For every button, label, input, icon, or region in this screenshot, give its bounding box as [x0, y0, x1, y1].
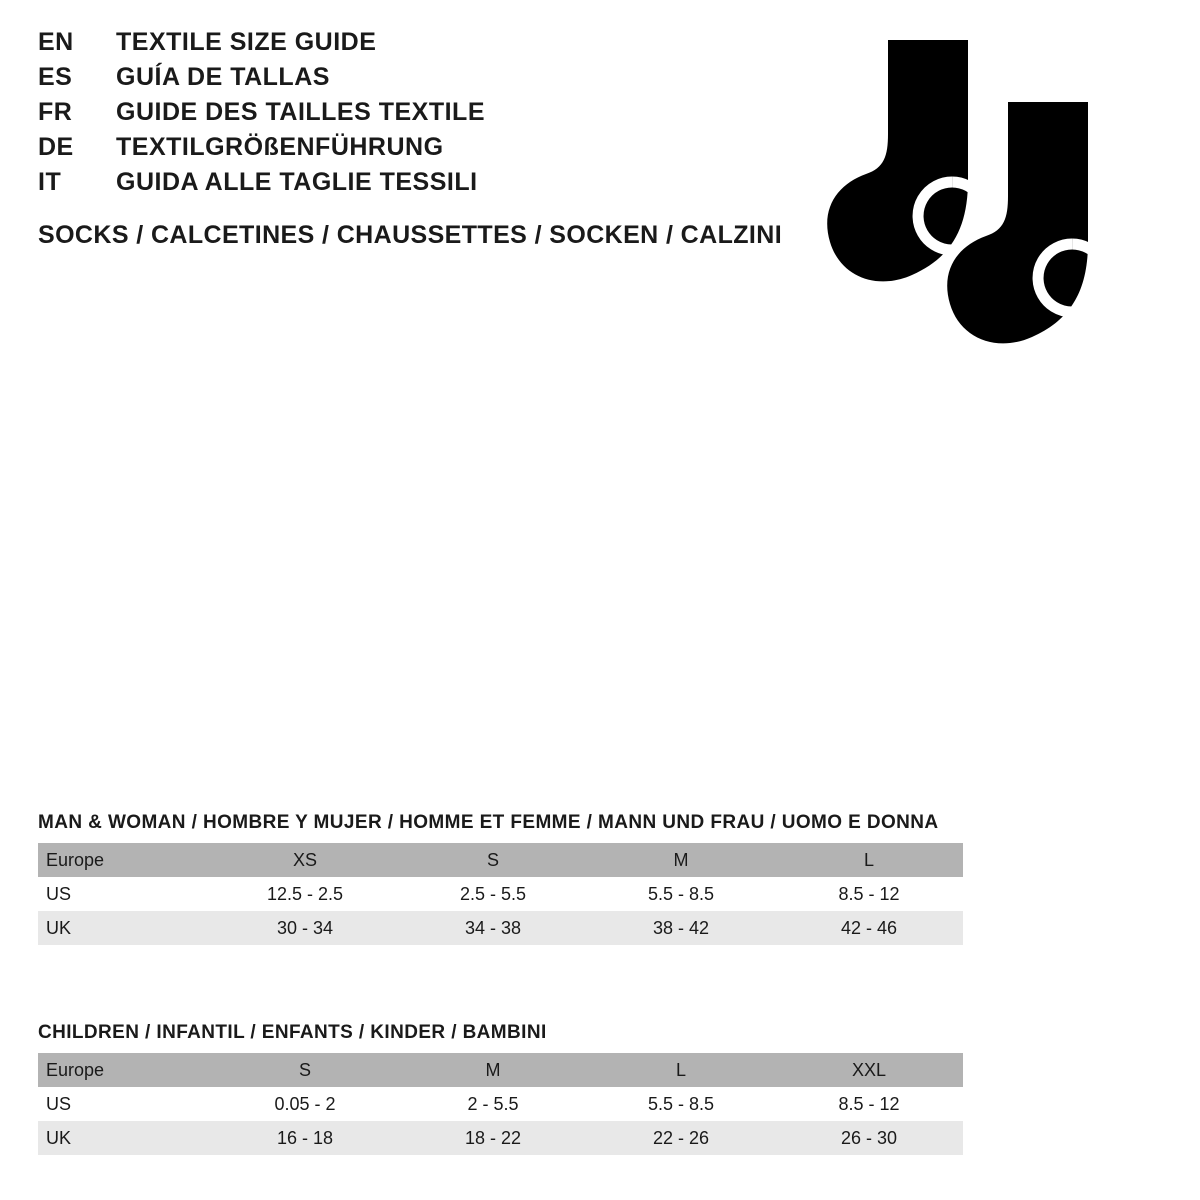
language-title: TEXTILE SIZE GUIDE	[116, 28, 377, 56]
language-code: DE	[38, 133, 74, 161]
sock-front	[947, 102, 1106, 343]
table-row	[38, 877, 963, 911]
size-section-children	[38, 1022, 963, 1155]
size-table-man-woman	[38, 843, 963, 945]
row-label: UK	[38, 1121, 211, 1155]
row-value: 2.5 - 5.5	[399, 877, 587, 911]
language-row-es	[38, 63, 758, 92]
row-label: US	[38, 1087, 211, 1121]
table-row	[38, 1053, 963, 1087]
row-value: 8.5 - 12	[775, 1087, 963, 1121]
language-code: IT	[38, 168, 62, 196]
row-value: S	[399, 843, 587, 877]
language-row-it	[38, 168, 758, 197]
row-value: 18 - 22	[399, 1121, 587, 1155]
row-value: 0.05 - 2	[211, 1087, 399, 1121]
row-value: 5.5 - 8.5	[587, 877, 775, 911]
row-label: Europe	[38, 1053, 211, 1087]
size-guide-header	[38, 28, 783, 250]
row-value: 38 - 42	[587, 911, 775, 945]
row-value: L	[587, 1053, 775, 1087]
row-value: 26 - 30	[775, 1121, 963, 1155]
table-row	[38, 1121, 963, 1155]
product-category-title: SOCKS / CALCETINES / CHAUSSETTES / SOCKEN / CALZINI	[38, 221, 783, 249]
language-code: EN	[38, 28, 74, 56]
language-title: GUIDA ALLE TAGLIE TESSILI	[116, 168, 478, 196]
row-value: L	[775, 843, 963, 877]
row-value: S	[211, 1053, 399, 1087]
table-row	[38, 843, 963, 877]
row-value: 5.5 - 8.5	[587, 1087, 775, 1121]
sock-back	[827, 40, 986, 281]
language-row-en	[38, 28, 758, 57]
row-value: 34 - 38	[399, 911, 587, 945]
row-value: 42 - 46	[775, 911, 963, 945]
language-row-fr	[38, 98, 758, 127]
row-value: 22 - 26	[587, 1121, 775, 1155]
language-row-de	[38, 133, 758, 162]
row-label: UK	[38, 911, 211, 945]
socks-illustration	[800, 30, 1140, 360]
language-title: GUIDE DES TAILLES TEXTILE	[116, 98, 486, 126]
row-value: 30 - 34	[211, 911, 399, 945]
table-row	[38, 1087, 963, 1121]
row-value: XS	[211, 843, 399, 877]
row-value: M	[587, 843, 775, 877]
language-code: ES	[38, 63, 73, 91]
row-value: 2 - 5.5	[399, 1087, 587, 1121]
row-value: XXL	[775, 1053, 963, 1087]
row-label: US	[38, 877, 211, 911]
row-label: Europe	[38, 843, 211, 877]
section-title: CHILDREN / INFANTIL / ENFANTS / KINDER / BAMBINI	[38, 1022, 547, 1043]
language-code: FR	[38, 98, 73, 126]
row-value: 12.5 - 2.5	[211, 877, 399, 911]
row-value: 16 - 18	[211, 1121, 399, 1155]
row-value: M	[399, 1053, 587, 1087]
language-title: GUÍA DE TALLAS	[116, 63, 330, 91]
size-table-children	[38, 1053, 963, 1155]
section-title: MAN & WOMAN / HOMBRE Y MUJER / HOMME ET FEMME / MANN UND FRAU / UOMO E DONNA	[38, 812, 939, 833]
row-value: 8.5 - 12	[775, 877, 963, 911]
size-section-man-woman	[38, 812, 963, 945]
table-row	[38, 911, 963, 945]
language-title: TEXTILGRÖßENFÜHRUNG	[116, 133, 444, 161]
